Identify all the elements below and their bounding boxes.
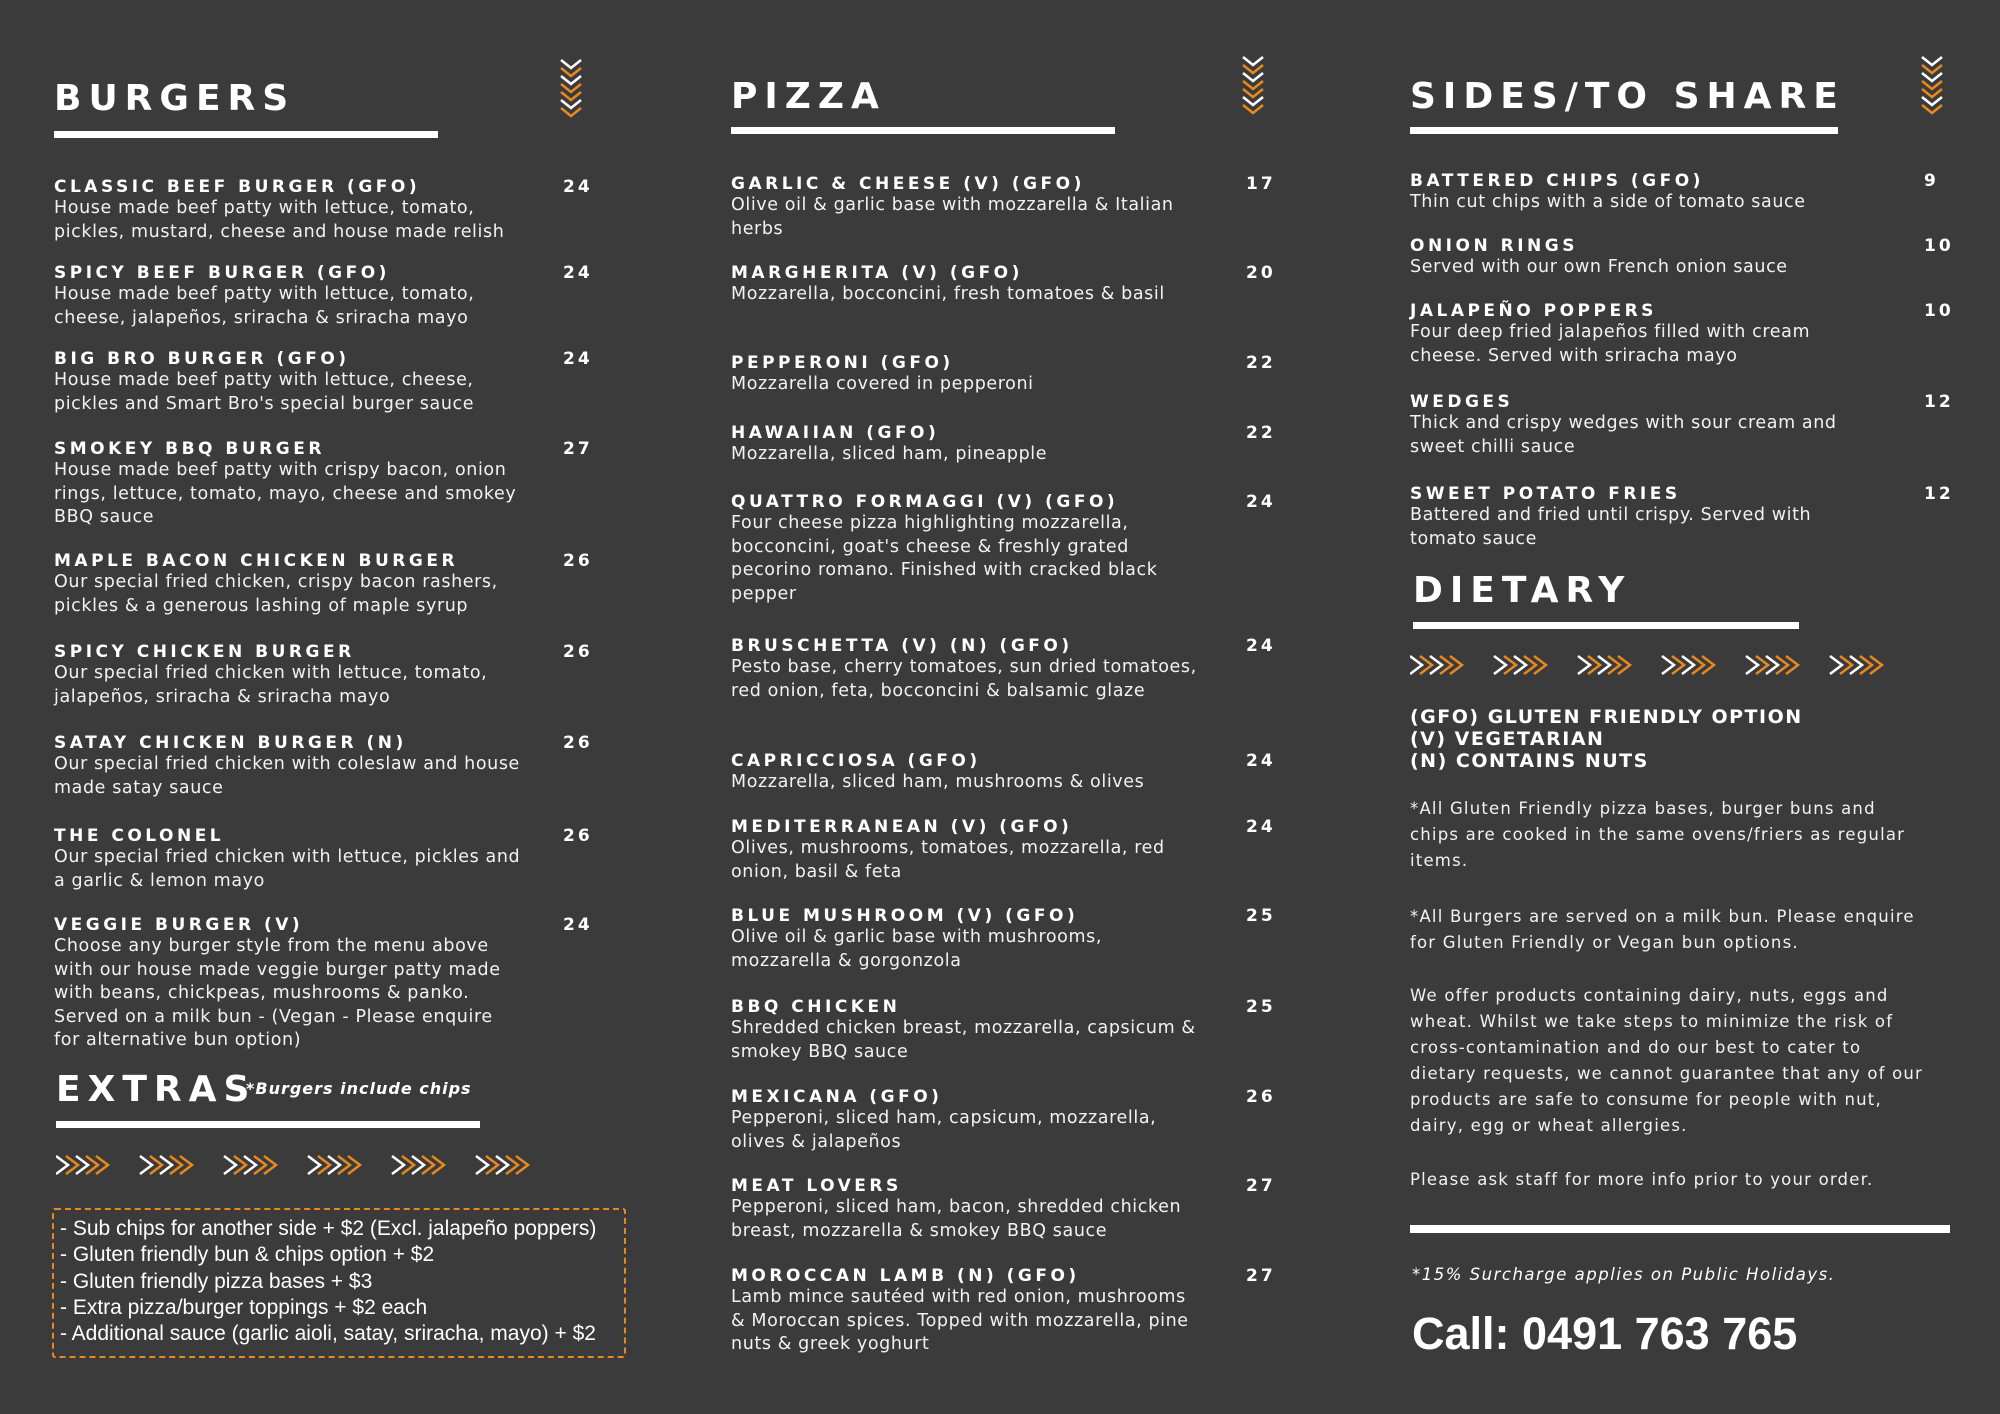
dietary-note: Please ask staff for more info prior to your order. [1410, 1170, 1874, 1189]
sides-title: SIDES/TO SHARE [1410, 76, 1845, 117]
menu-item-price: 24 [1246, 492, 1276, 512]
menu-item [54, 642, 614, 709]
menu-item [1410, 392, 1970, 459]
menu-item-name: QUATTRO FORMAGGI (V) (GFO) [731, 492, 1119, 512]
dietary-codes [1410, 706, 1803, 772]
menu-item-price: 24 [563, 177, 593, 197]
menu-item-name: BIG BRO BURGER (GFO) [54, 349, 350, 369]
menu-item-description: Pepperoni, sliced ham, capsicum, mozzarella, olives & jalapeños [731, 1108, 1157, 1152]
menu-item-description: Our special fried chicken with lettuce, pickles and a garlic & lemon mayo [54, 847, 521, 891]
menu-item [54, 733, 614, 800]
menu-item-price: 27 [1246, 1176, 1276, 1196]
dietary-code: (N) CONTAINS NUTS [1410, 750, 1649, 772]
menu-item-price: 20 [1246, 263, 1276, 283]
menu-item-name: MEDITERRANEAN (V) (GFO) [731, 817, 1073, 837]
extras-line: - Additional sauce (garlic aioli, satay, sriracha, mayo) + $2 [60, 1322, 596, 1346]
menu-item-price: 17 [1246, 174, 1276, 194]
menu-item-price: 24 [563, 263, 593, 283]
arrow-divider-icon [56, 1154, 560, 1182]
menu-item-price: 9 [1924, 171, 1939, 191]
menu-item-price: 10 [1924, 236, 1954, 256]
menu-item [54, 439, 614, 530]
pizza-underline [731, 127, 1115, 134]
menu-item [54, 263, 614, 330]
menu-item [54, 551, 614, 618]
menu-item-price: 25 [1246, 997, 1276, 1017]
menu-item-name: MARGHERITA (V) (GFO) [731, 263, 1023, 283]
menu-item-description: House made beef patty with lettuce, tomato, cheese, jalapeños, sriracha & sriracha mayo [54, 284, 475, 328]
extras-line: - Gluten friendly bun & chips option + $2 [60, 1243, 435, 1267]
menu-item-name: SPICY BEEF BURGER (GFO) [54, 263, 390, 283]
burgers-underline [54, 131, 438, 138]
menu-item-description: Choose any burger style from the menu above with our house made veggie burger patty made with beans, chickpeas, mushrooms & panko. Served on a milk bun - (Vegan - Please enquire for alternative bun option) [54, 936, 501, 1050]
burgers-title: BURGERS [54, 78, 296, 119]
menu-item-name: VEGGIE BURGER (V) [54, 915, 304, 935]
menu-item-description: Lamb mince sautéed with red onion, mushrooms & Moroccan spices. Topped with mozzarella, pine nuts & greek yoghurt [731, 1287, 1189, 1354]
menu-item-price: 22 [1246, 423, 1276, 443]
chevron-stack-icon [1919, 55, 1945, 121]
menu-item-description: Olives, mushrooms, tomatoes, mozzarella, red onion, basil & feta [731, 838, 1165, 882]
menu-item [1410, 236, 1970, 280]
menu-item [1410, 484, 1970, 551]
surcharge-note: *15% Surcharge applies on Public Holidays. [1412, 1265, 1836, 1284]
menu-item [54, 915, 614, 1053]
menu-item-description: Our special fried chicken, crispy bacon rashers, pickles & a generous lashing of maple syrup [54, 572, 498, 616]
extras-title: EXTRAS [56, 1069, 257, 1110]
menu-item [731, 174, 1291, 241]
menu-item-name: CAPRICCIOSA (GFO) [731, 751, 981, 771]
menu-item-description: House made beef patty with lettuce, tomato, pickles, mustard, cheese and house made relish [54, 198, 505, 242]
pizza-title: PIZZA [731, 76, 886, 117]
menu-item-description: Served with our own French onion sauce [1410, 257, 1788, 277]
menu-item-name: SATAY CHICKEN BURGER (N) [54, 733, 407, 753]
extras-line: - Gluten friendly pizza bases + $3 [60, 1269, 373, 1293]
menu-item-name: THE COLONEL [54, 826, 225, 846]
chevron-stack-icon [558, 58, 584, 124]
menu-item [731, 1176, 1291, 1243]
menu-item-name: GARLIC & CHEESE (V) (GFO) [731, 174, 1085, 194]
extras-underline [56, 1121, 480, 1128]
menu-item-description: Pepperoni, sliced ham, bacon, shredded chicken breast, mozzarella & smokey BBQ sauce [731, 1197, 1182, 1241]
menu-item-price: 22 [1246, 353, 1276, 373]
menu-item-description: Our special fried chicken with lettuce, tomato, jalapeños, sriracha & sriracha mayo [54, 663, 488, 707]
menu-item-name: BRUSCHETTA (V) (N) (GFO) [731, 636, 1073, 656]
menu-item-name: ONION RINGS [1410, 236, 1578, 256]
menu-item [54, 349, 614, 416]
menu-item [731, 423, 1291, 467]
menu-item-price: 26 [563, 551, 593, 571]
menu-item-price: 27 [1246, 1266, 1276, 1286]
menu-item [731, 353, 1291, 397]
dietary-underline [1413, 622, 1799, 629]
menu-item-price: 26 [563, 826, 593, 846]
menu-item-price: 24 [1246, 817, 1276, 837]
menu-item-description: Mozzarella covered in pepperoni [731, 374, 1034, 394]
menu-item-description: Thick and crispy wedges with sour cream and sweet chilli sauce [1410, 413, 1837, 457]
menu-item [731, 492, 1291, 606]
menu-item-name: MAPLE BACON CHICKEN BURGER [54, 551, 459, 571]
menu-item-description: Thin cut chips with a side of tomato sauce [1410, 192, 1806, 212]
extras-note: *Burgers include chips [246, 1079, 472, 1098]
divider [1410, 1225, 1950, 1233]
menu-item-price: 24 [1246, 636, 1276, 656]
menu-item-name: MEAT LOVERS [731, 1176, 902, 1196]
menu-item-description: Mozzarella, sliced ham, pineapple [731, 444, 1048, 464]
dietary-note: *All Gluten Friendly pizza bases, burger buns and chips are cooked in the same ovens/friers as regular items. [1410, 799, 1906, 870]
dietary-code: (V) VEGETARIAN [1410, 728, 1605, 750]
chevron-stack-icon [1240, 55, 1266, 121]
menu-item [731, 997, 1291, 1064]
menu-item-price: 12 [1924, 484, 1954, 504]
menu-item [54, 826, 614, 893]
menu-item-name: BBQ CHICKEN [731, 997, 901, 1017]
menu-item-price: 24 [1246, 751, 1276, 771]
menu-item-name: SMOKEY BBQ BURGER [54, 439, 325, 459]
call-phone: Call: 0491 763 765 [1412, 1308, 1798, 1359]
menu-item-price: 24 [563, 915, 593, 935]
menu-item-price: 26 [563, 733, 593, 753]
menu-item [731, 906, 1291, 973]
dietary-note: *All Burgers are served on a milk bun. Please enquire for Gluten Friendly or Vegan bun options. [1410, 907, 1915, 952]
menu-item [731, 636, 1291, 703]
menu-item-name: WEDGES [1410, 392, 1514, 412]
menu-item-name: HAWAIIAN (GFO) [731, 423, 940, 443]
extras-line: - Sub chips for another side + $2 (Excl. jalapeño poppers) [60, 1217, 597, 1240]
menu-item [731, 263, 1291, 307]
menu-item [731, 1266, 1291, 1357]
menu-item-price: 25 [1246, 906, 1276, 926]
menu-item-price: 24 [563, 349, 593, 369]
menu-item-description: Mozzarella, sliced ham, mushrooms & olives [731, 772, 1145, 792]
menu-item-name: BATTERED CHIPS (GFO) [1410, 171, 1704, 191]
menu-item-name: CLASSIC BEEF BURGER (GFO) [54, 177, 421, 197]
menu-item-price: 26 [563, 642, 593, 662]
arrow-divider-icon [1410, 654, 1914, 682]
menu-item-name: SWEET POTATO FRIES [1410, 484, 1681, 504]
dietary-title: DIETARY [1413, 570, 1632, 611]
menu-item-name: JALAPEÑO POPPERS [1410, 301, 1657, 321]
menu-item-name: MEXICANA (GFO) [731, 1087, 943, 1107]
menu-item-description: House made beef patty with lettuce, cheese, pickles and Smart Bro's special burger sauce [54, 370, 475, 414]
menu-item-name: SPICY CHICKEN BURGER [54, 642, 355, 662]
menu-item-description: Our special fried chicken with coleslaw and house made satay sauce [54, 754, 520, 798]
dietary-note: We offer products containing dairy, nuts, eggs and wheat. Whilst we take steps to minimize the risk of cross-contamination and do our best to cater to dietary requests, we cannot guarantee that any of our products are safe to consume for people with nut, dairy, egg or wheat allergies. [1410, 986, 1924, 1135]
menu-item [54, 177, 614, 244]
menu-item-price: 27 [563, 439, 593, 459]
menu-item-name: MOROCCAN LAMB (N) (GFO) [731, 1266, 1080, 1286]
menu-item [731, 1087, 1291, 1154]
menu-item-price: 12 [1924, 392, 1954, 412]
menu-item-description: House made beef patty with crispy bacon, onion rings, lettuce, tomato, mayo, cheese and smokey BBQ sauce [54, 460, 517, 527]
extras-line: - Extra pizza/burger toppings + $2 each [60, 1295, 428, 1319]
extras-list [52, 1208, 626, 1358]
menu-item-description: Battered and fried until crispy. Served with tomato sauce [1410, 505, 1812, 549]
menu-item [1410, 171, 1970, 215]
menu-item-name: BLUE MUSHROOM (V) (GFO) [731, 906, 1079, 926]
dietary-code: (GFO) GLUTEN FRIENDLY OPTION [1410, 706, 1803, 728]
menu-item-price: 26 [1246, 1087, 1276, 1107]
menu-item-description: Shredded chicken breast, mozzarella, capsicum & smokey BBQ sauce [731, 1018, 1196, 1062]
menu-item-name: PEPPERONI (GFO) [731, 353, 954, 373]
menu-item [731, 751, 1291, 795]
sides-underline [1410, 127, 1838, 134]
menu-item-description: Olive oil & garlic base with mushrooms, mozzarella & gorgonzola [731, 927, 1102, 971]
menu-item-price: 10 [1924, 301, 1954, 321]
menu-item-description: Pesto base, cherry tomatoes, sun dried tomatoes, red onion, feta, bocconcini & balsamic glaze [731, 657, 1197, 701]
menu-item [731, 817, 1291, 884]
menu-item-description: Mozzarella, bocconcini, fresh tomatoes & basil [731, 284, 1165, 304]
menu-item-description: Four deep fried jalapeños filled with cream cheese. Served with sriracha mayo [1410, 322, 1811, 366]
menu-item [1410, 301, 1970, 368]
menu-item-description: Four cheese pizza highlighting mozzarella, bocconcini, goat's cheese & freshly grated pecorino romano. Finished with cracked black pepper [731, 513, 1158, 604]
menu-item-description: Olive oil & garlic base with mozzarella & Italian herbs [731, 195, 1174, 239]
